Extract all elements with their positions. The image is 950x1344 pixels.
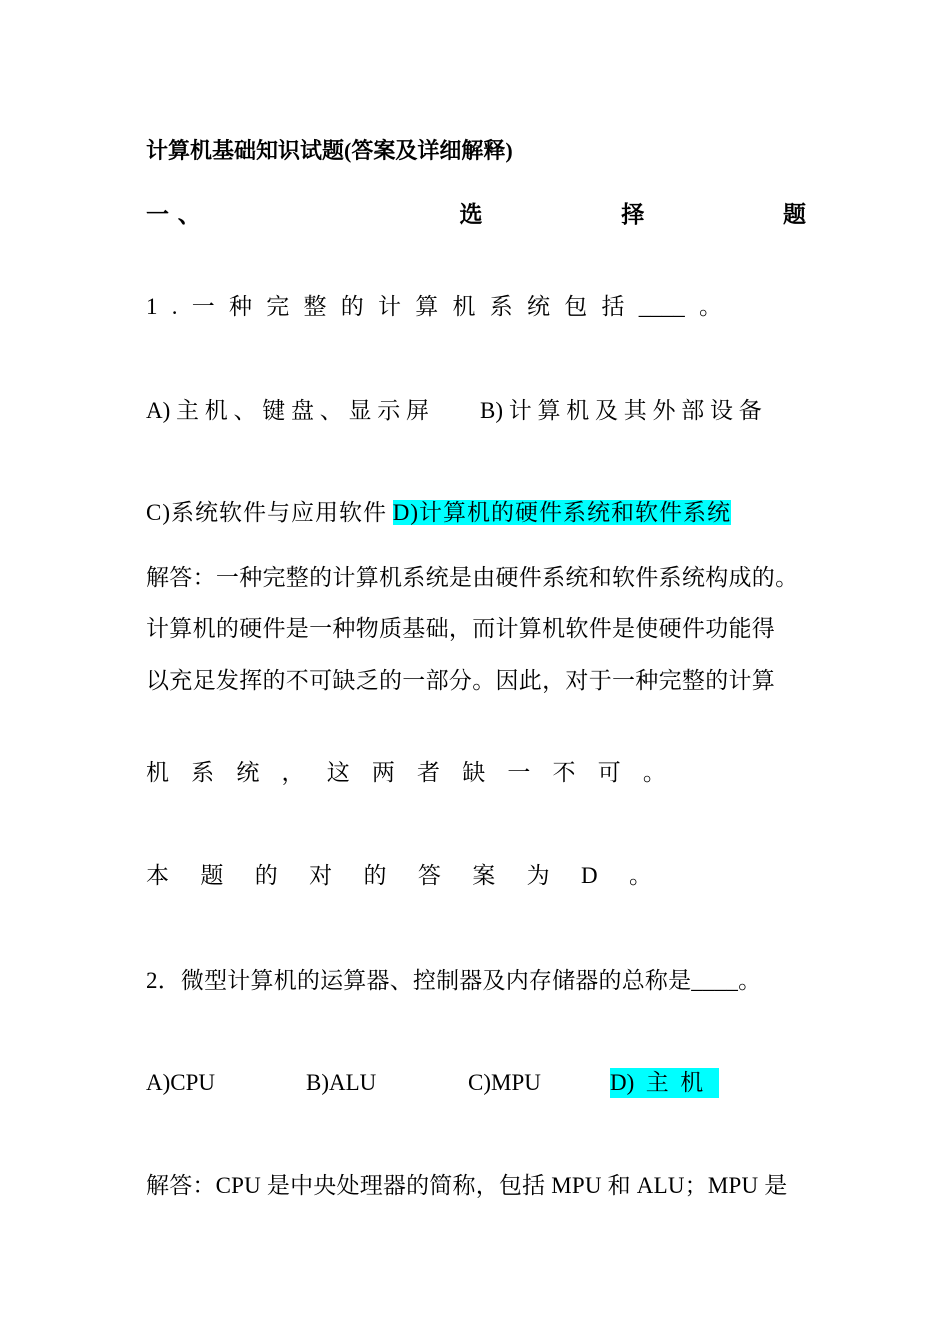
explain-char: 。 — [642, 760, 666, 785]
q1-option-b: B) 计 算 机 及 其 外 部 设 备 — [480, 398, 762, 423]
q1-explanation-spread-line — [146, 758, 666, 788]
q1-stem-char: 机 — [452, 294, 476, 319]
q1-stem-char: 计 — [378, 294, 401, 319]
explain-char: ， — [281, 760, 305, 785]
answer-char: 。 — [629, 863, 652, 888]
q1-stem-char: 整 — [303, 294, 327, 319]
q2-option-a: A)CPU — [146, 1070, 216, 1095]
explain-char: 者 — [417, 760, 441, 785]
explain-char: 可 — [597, 760, 621, 785]
q1-stem-char: 1 — [146, 294, 158, 319]
explain-char: 机 — [146, 760, 169, 785]
q1-stem-char: 算 — [415, 294, 439, 319]
section-char: 、 — [177, 202, 201, 227]
section-char: 一 — [146, 202, 169, 227]
explain-char: 两 — [371, 760, 395, 785]
q2-option-b: B)ALU — [306, 1070, 377, 1095]
q2-option-d-answer: D) 主 机 — [610, 1068, 719, 1098]
q2-stem: 2．微型计算机的运算器、控制器及内存储器的总称是____。 — [146, 968, 762, 993]
explain-char: 一 — [507, 760, 531, 785]
q1-stem-char: 种 — [229, 294, 252, 319]
explain-char: 系 — [191, 760, 215, 785]
q1-option-c: C)系统软件与应用软件 — [146, 500, 387, 525]
q1-stem-char: 。 — [699, 294, 722, 319]
answer-char: 为 — [526, 863, 550, 888]
q1-explanation-line: 解答：一种完整的计算机系统是由硬件系统和软件系统构成的。 — [146, 565, 799, 590]
answer-char: 答 — [417, 863, 441, 888]
section-char: 择 — [621, 202, 645, 227]
q2-option-c: C)MPU — [468, 1070, 541, 1095]
q1-explanation-line: 计算机的硬件是一种物质基础，而计算机软件是使硬件功能得 — [146, 616, 776, 641]
answer-char: 案 — [472, 863, 496, 888]
document-title: 计算机基础知识试题(答案及详细解释) — [146, 138, 513, 163]
answer-char: 的 — [363, 863, 387, 888]
q1-stem-char: 一 — [191, 294, 215, 319]
q1-answer-line — [146, 861, 652, 891]
q2-explanation-line: 解答：CPU 是中央处理器的简称，包括 MPU 和 ALU；MPU 是 — [146, 1173, 788, 1198]
answer-char: 题 — [200, 863, 224, 888]
section-char: 题 — [783, 202, 806, 227]
explain-char: 这 — [326, 760, 350, 785]
answer-char: 本 — [146, 863, 169, 888]
q1-stem-char: 完 — [266, 294, 290, 319]
answer-char: 对 — [309, 863, 333, 888]
q1-stem-char: 的 — [340, 294, 364, 319]
q1-option-a: A) 主 机 、 键 盘 、 显 示 屏 — [146, 398, 430, 423]
answer-letter: D — [581, 863, 598, 888]
q1-stem-char: 统 — [527, 294, 550, 319]
section-heading — [146, 200, 806, 230]
explain-char: 统 — [236, 760, 260, 785]
q1-option-d-answer: D)计算机的硬件系统和软件系统 — [392, 500, 732, 525]
q1-stem-char: . — [171, 294, 178, 319]
q1-stem-char: 系 — [489, 294, 513, 319]
explain-char: 缺 — [462, 760, 486, 785]
q1-stem-blank: ____ — [638, 294, 685, 319]
q1-explanation-line: 以充足发挥的不可缺乏的一部分。因此，对于一种完整的计算 — [146, 668, 776, 693]
q1-stem — [146, 292, 722, 322]
q1-stem-char: 括 — [601, 294, 625, 319]
answer-char: 的 — [254, 863, 278, 888]
section-char: 选 — [459, 202, 483, 227]
q1-options-cd — [146, 498, 806, 528]
q1-stem-char: 包 — [564, 294, 588, 319]
explain-char: 不 — [552, 760, 576, 785]
